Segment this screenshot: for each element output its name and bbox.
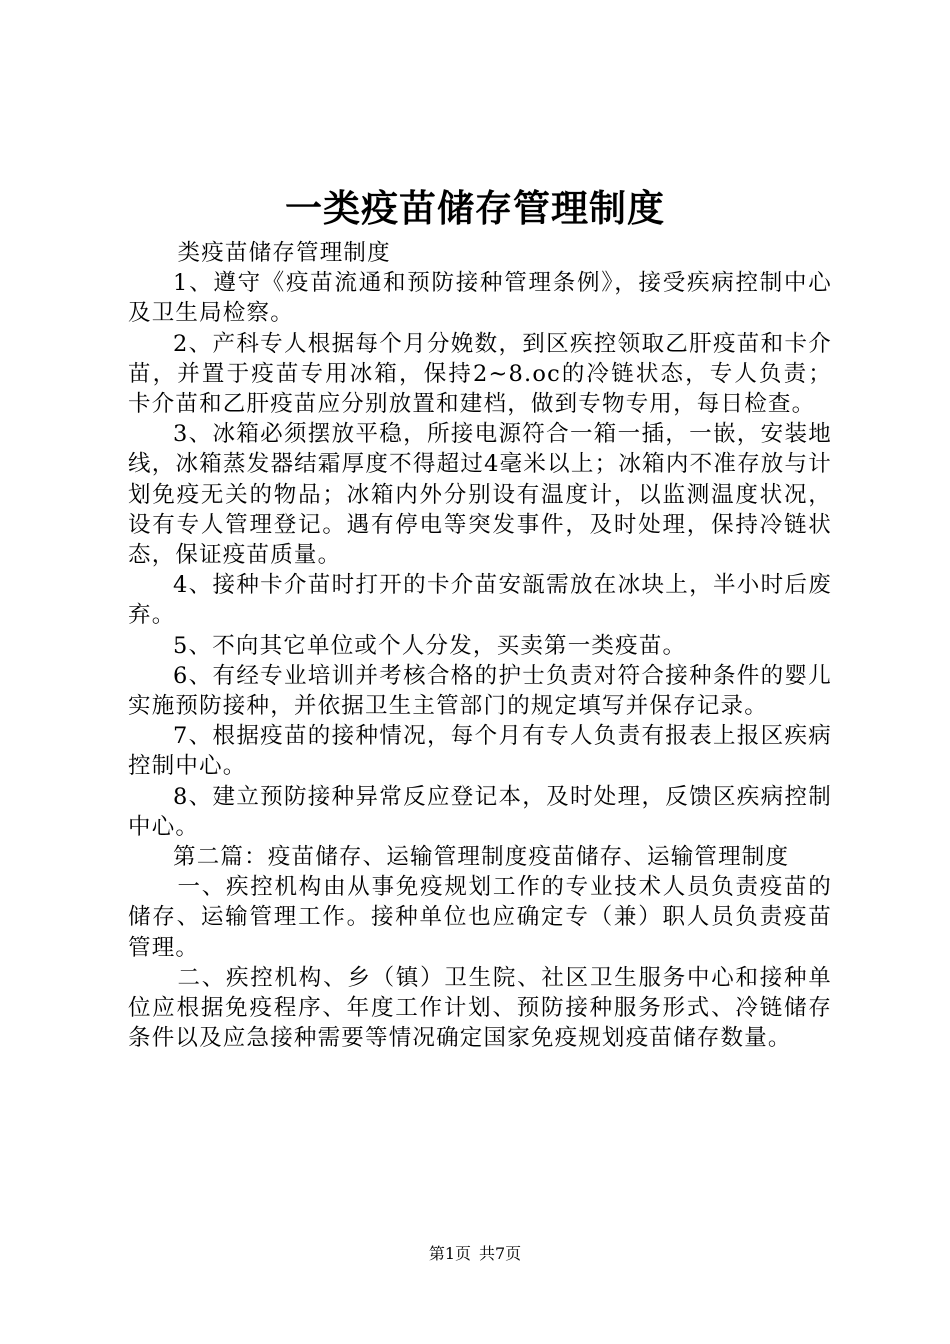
document-title: 一类疫苗储存管理制度 <box>285 186 665 230</box>
paragraph-item-6: 6、有经专业培训并考核合格的护士负责对符合接种条件的婴儿实施预防接种，并依据卫生主管部门的规定填写并保存记录。 <box>128 662 832 720</box>
document-body <box>128 238 832 1053</box>
paragraph-item-5: 5、不向其它单位或个人分发，买卖第一类疫苗。 <box>173 632 687 659</box>
page-total: 共7页 <box>479 1244 522 1263</box>
paragraph-item-3: 3、冰箱必须摆放平稳，所接电源符合一箱一插，一嵌，安装地线，冰箱蒸发器结霜厚度不得超过4毫米以上；冰箱内不准存放与计划免疫无关的物品；冰箱内外分别设有温度计，以监测温度状况，设有专人管理登记。遇有停电等突发事件，及时处理，保持冷链状态，保证疫苗质量。 <box>128 421 832 569</box>
paragraph-subtitle: 类疫苗储存管理制度 <box>177 240 391 266</box>
paragraph-section-two-item-1: 一、疾控机构由从事免疫规划工作的专业技术人员负责疫苗的储存、运输管理工作。接种单位也应确定专（兼）职人员负责疫苗管理。 <box>128 874 832 961</box>
paragraph-item-1: 1、遵守《疫苗流通和预防接种管理条例》，接受疾病控制中心及卫生局检察。 <box>128 270 832 327</box>
paragraph-item-2: 2、产科专人根据每个月分娩数，到区疾控领取乙肝疫苗和卡介苗，并置于疫苗专用冰箱，保持2~8.oc的冷链状态，专人负责；卡介苗和乙肝疫苗应分别放置和建档，做到专物专用，每日检查。 <box>128 330 832 418</box>
paragraph-item-4: 4、接种卡介苗时打开的卡介苗安瓿需放在冰块上，半小时后废弃。 <box>128 572 832 629</box>
paragraph-section-two-heading: 第二篇：疫苗储存、运输管理制度疫苗储存、运输管理制度 <box>173 844 790 871</box>
page-footer <box>0 1244 950 1264</box>
paragraph-item-8: 8、建立预防接种异常反应登记本，及时处理，反馈区疾病控制中心。 <box>128 783 832 840</box>
paragraph-item-7: 7、根据疫苗的接种情况，每个月有专人负责有报表上报区疾病控制中心。 <box>128 723 832 780</box>
paragraph-section-two-item-2: 二、疾控机构、乡（镇）卫生院、社区卫生服务中心和接种单位应根据免疫程序、年度工作计划、预防接种服务形式、冷链储存条件以及应急接种需要等情况确定国家免疫规划疫苗储存数量。 <box>128 964 832 1052</box>
page-number: 第1页 <box>428 1244 471 1263</box>
